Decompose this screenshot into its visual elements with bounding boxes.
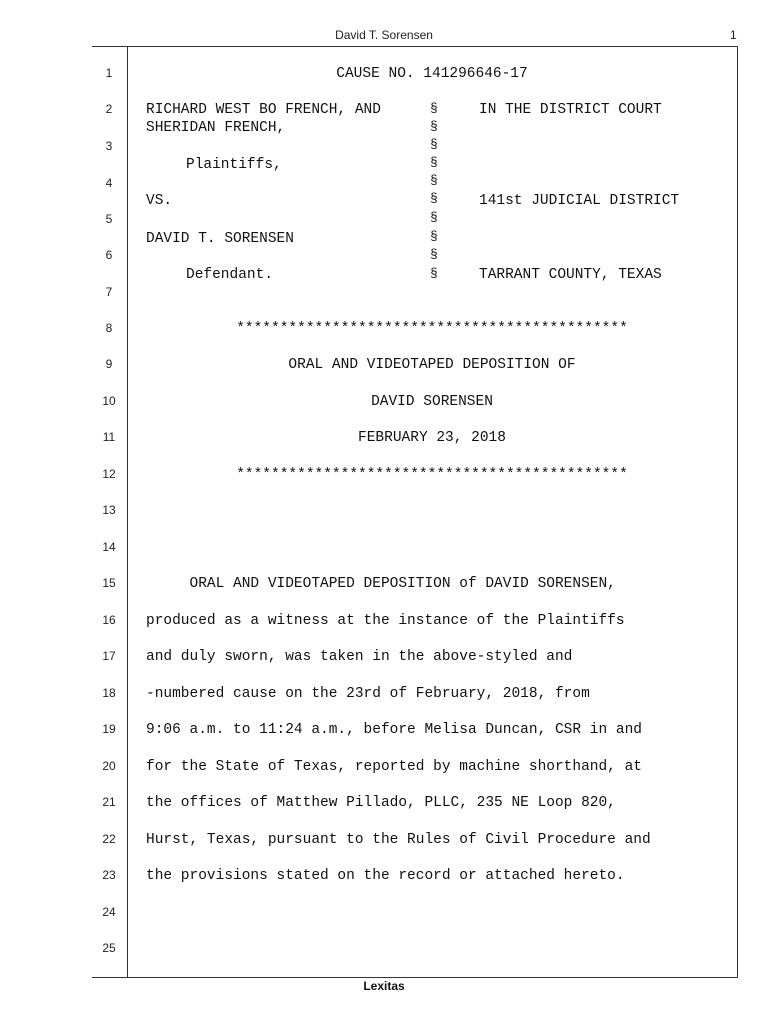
section-symbol: § [430, 247, 438, 262]
line-number: 5 [105, 212, 113, 226]
line-number: 10 [102, 394, 116, 408]
line-number: 4 [105, 176, 113, 190]
bottom-rule [92, 977, 127, 978]
defendant-label: Defendant. [186, 267, 274, 283]
section-symbol: § [430, 210, 438, 225]
line-number: 25 [102, 941, 116, 955]
line-number: 12 [102, 467, 116, 481]
line-number: 21 [102, 795, 116, 809]
section-symbol: § [430, 119, 438, 134]
section-symbol: § [430, 137, 438, 152]
section-symbol: § [430, 229, 438, 244]
page-number: 1 [730, 28, 737, 42]
line-number: 7 [105, 285, 113, 299]
versus-label: VS. [146, 193, 173, 209]
line-number: 16 [102, 613, 116, 627]
court-name: IN THE DISTRICT COURT [479, 102, 662, 118]
defendant-name: DAVID T. SORENSEN [146, 231, 294, 247]
line-number: 24 [102, 905, 116, 919]
body-line: ORAL AND VIDEOTAPED DEPOSITION of DAVID SORENSEN, [146, 576, 616, 592]
section-symbol: § [430, 101, 438, 116]
star-divider: ********************************************* [236, 467, 628, 483]
line-number: 13 [102, 503, 116, 517]
line-number: 19 [102, 722, 116, 736]
deposition-date: FEBRUARY 23, 2018 [358, 430, 506, 446]
plaintiff-name-line-2: SHERIDAN FRENCH, [146, 120, 286, 136]
line-number: 11 [102, 430, 116, 444]
line-number: 23 [102, 868, 116, 882]
section-symbol: § [430, 173, 438, 188]
witness-name: DAVID SORENSEN [371, 394, 493, 410]
judicial-district: 141st JUDICIAL DISTRICT [479, 193, 680, 209]
plaintiff-name-line-1: RICHARD WEST BO FRENCH, AND [146, 102, 381, 118]
section-symbol: § [430, 191, 438, 206]
line-number: 17 [102, 649, 116, 663]
star-divider: ********************************************* [236, 321, 628, 337]
page-header-name: David T. Sorensen [335, 28, 433, 42]
body-line: Hurst, Texas, pursuant to the Rules of Civil Procedure and [146, 832, 651, 848]
line-number: 14 [102, 540, 116, 554]
line-number: 22 [102, 832, 116, 846]
county-state: TARRANT COUNTY, TEXAS [479, 267, 662, 283]
body-line: the offices of Matthew Pillado, PLLC, 235 NE Loop 820, [146, 795, 616, 811]
deposition-title: ORAL AND VIDEOTAPED DEPOSITION OF [288, 357, 576, 373]
body-line: the provisions stated on the record or attached hereto. [146, 868, 625, 884]
body-line: -numbered cause on the 23rd of February, 2018, from [146, 686, 590, 702]
line-number: 2 [105, 102, 113, 116]
line-number: 8 [105, 321, 113, 335]
line-number: 18 [102, 686, 116, 700]
body-line: for the State of Texas, reported by machine shorthand, at [146, 759, 642, 775]
line-number: 1 [105, 66, 113, 80]
body-line: 9:06 a.m. to 11:24 a.m., before Melisa Duncan, CSR in and [146, 722, 642, 738]
cause-number: CAUSE NO. 141296646-17 [336, 66, 528, 82]
line-number: 20 [102, 759, 116, 773]
line-number: 3 [105, 139, 113, 153]
line-number: 15 [102, 576, 116, 590]
body-line: and duly sworn, was taken in the above-styled and [146, 649, 573, 665]
line-number: 6 [105, 248, 113, 262]
footer-brand: Lexitas [363, 979, 405, 993]
section-symbol: § [430, 266, 438, 281]
plaintiffs-label: Plaintiffs, [186, 157, 282, 173]
section-symbol: § [430, 155, 438, 170]
body-line: produced as a witness at the instance of the Plaintiffs [146, 613, 625, 629]
line-number: 9 [105, 357, 113, 371]
